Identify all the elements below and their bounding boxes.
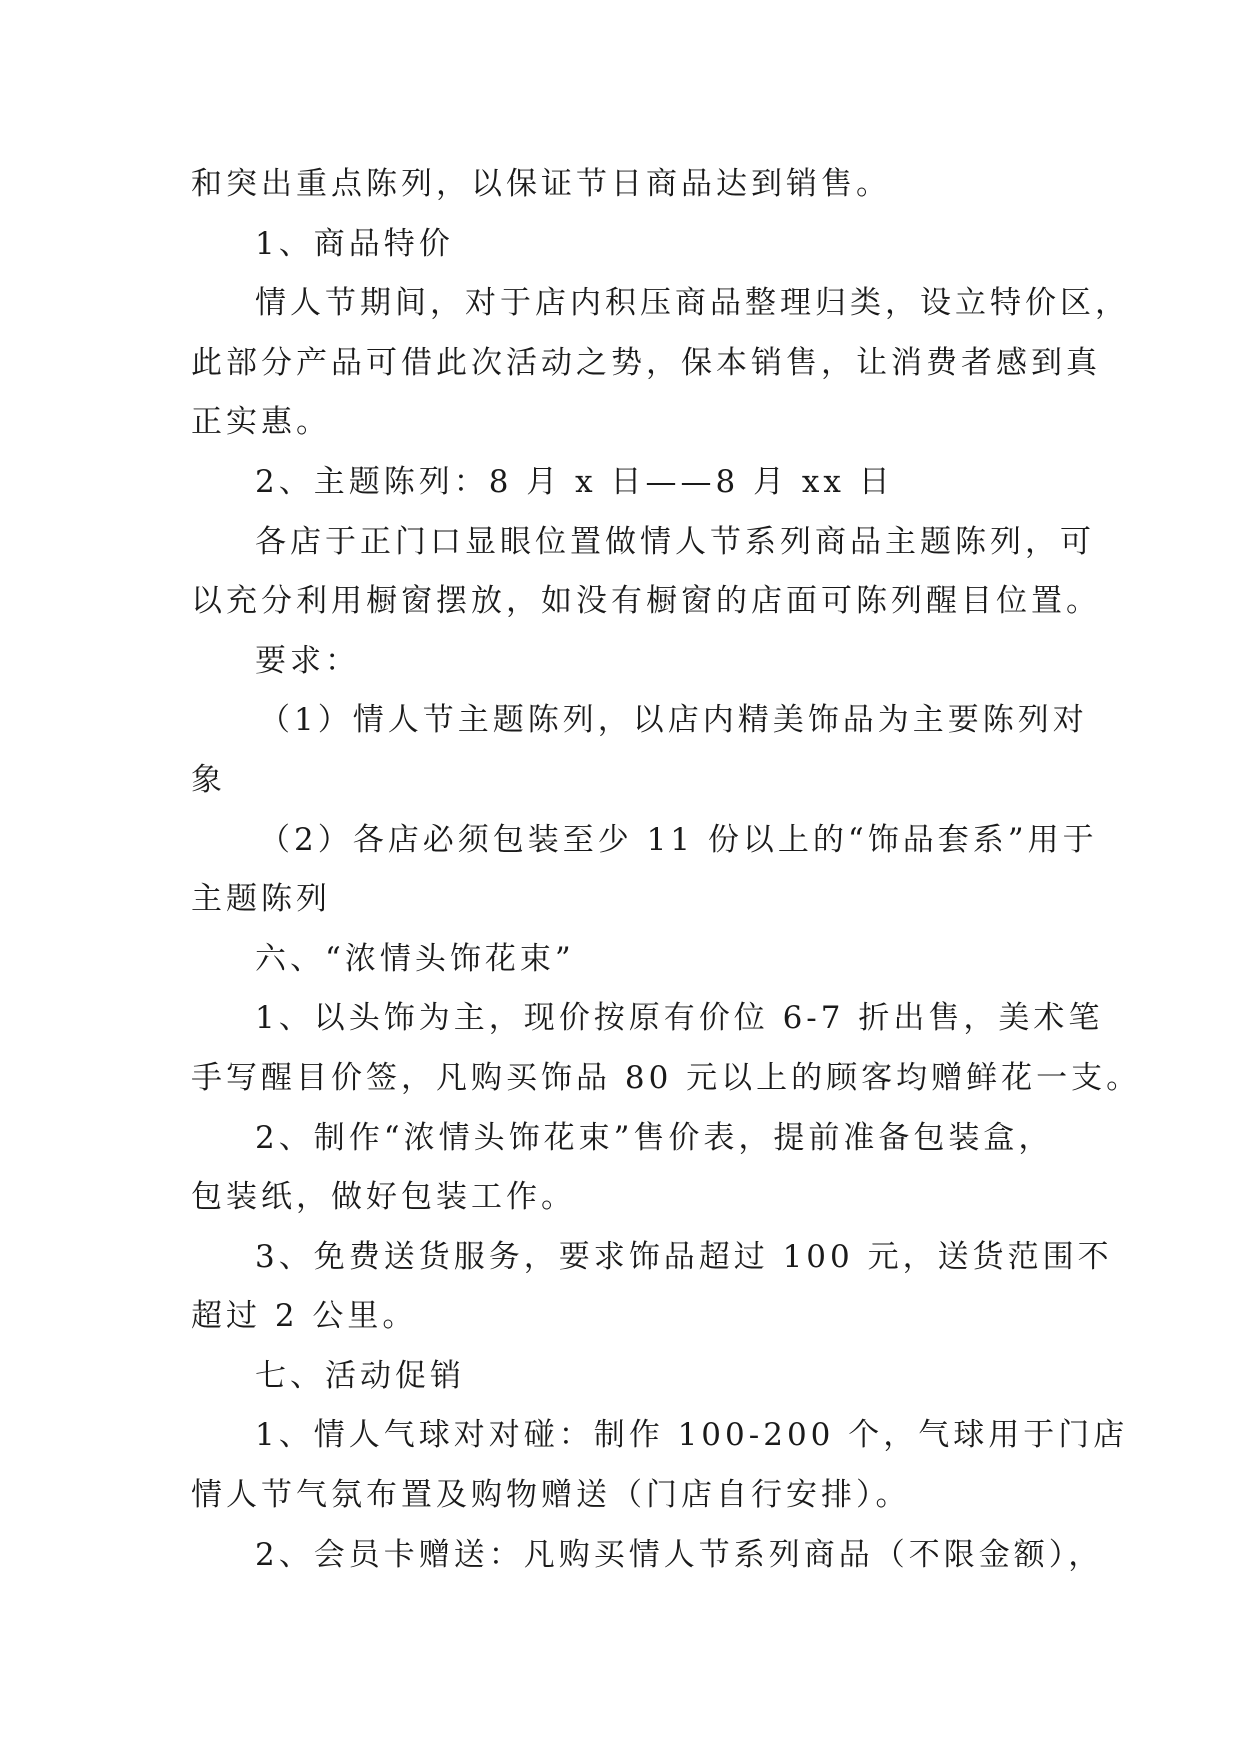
text-line: 3、免费送货服务，要求饰品超过 100 元，送货范围不 xyxy=(255,1238,1113,1275)
text-line: 情人节气氛布置及购物赠送（门店自行安排）。 xyxy=(191,1477,911,1514)
text-line: 主题陈列 xyxy=(191,881,331,918)
section-heading: 七、活动促销 xyxy=(255,1357,465,1394)
text-line: 1、以头饰为主，现价按原有价位 6-7 折出售，美术笔 xyxy=(255,1000,1104,1037)
text-line: 情人节期间，对于店内积压商品整理归类，设立特价区， xyxy=(255,285,1130,322)
text-line: 以充分利用橱窗摆放，如没有橱窗的店面可陈列醒目位置。 xyxy=(191,583,1101,620)
text-line: 超过 2 公里。 xyxy=(191,1298,418,1335)
text-line: 2、主题陈列：8 月 x 日——8 月 xx 日 xyxy=(255,463,894,500)
section-heading: 六、“浓情头饰花束” xyxy=(255,940,575,977)
text-line: 2、制作“浓情头饰花束”售价表，提前准备包装盒， xyxy=(255,1119,1054,1156)
text-line: 1、商品特价 xyxy=(255,225,454,262)
text-line: 象 xyxy=(191,761,226,798)
text-line: 此部分产品可借此次活动之势，保本销售，让消费者感到真 xyxy=(191,344,1101,381)
text-line: 正实惠。 xyxy=(191,404,331,441)
text-line: （2）各店必须包装至少 11 份以上的“饰品套系”用于 xyxy=(259,821,1098,858)
text-line: 手写醒目价签，凡购买饰品 80 元以上的顾客均赠鲜花一支。 xyxy=(191,1059,1142,1096)
text-line: 1、情人气球对对碰：制作 100-200 个，气球用于门店 xyxy=(255,1417,1129,1454)
text-line: 要求： xyxy=(255,642,360,679)
text-line: 和突出重点陈列，以保证节日商品达到销售。 xyxy=(191,166,891,202)
document-body xyxy=(191,155,1142,1585)
text-line: 2、会员卡赠送：凡购买情人节系列商品（不限金额）， xyxy=(255,1536,1104,1573)
text-line: 各店于正门口显眼位置做情人节系列商品主题陈列，可 xyxy=(255,523,1095,560)
text-line: 包装纸，做好包装工作。 xyxy=(191,1179,576,1216)
text-line: （1）情人节主题陈列，以店内精美饰品为主要陈列对 xyxy=(259,702,1088,739)
